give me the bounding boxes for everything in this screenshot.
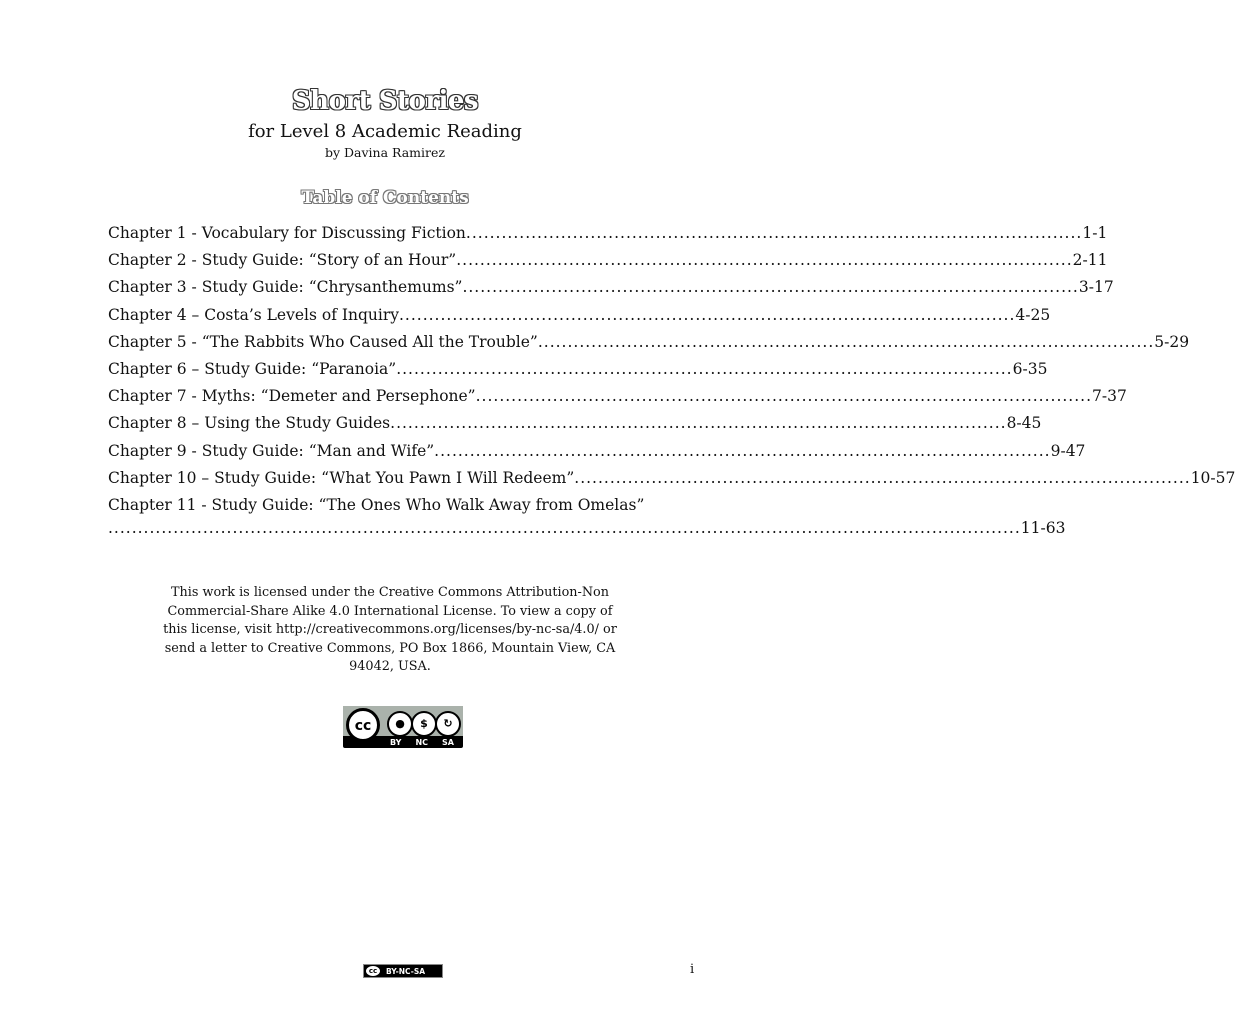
sharealike-icon: ↻ bbox=[435, 711, 461, 737]
toc-leader-dots: ........................................................................................................ bbox=[456, 251, 1073, 270]
toc-entry-page: 1-1 bbox=[1082, 224, 1108, 242]
noncommercial-icon: $ bbox=[411, 711, 437, 737]
toc-entry bbox=[108, 410, 1042, 437]
toc-leader-dots: ........................................................................................................ bbox=[399, 305, 1016, 324]
toc-entry bbox=[108, 247, 1108, 274]
badge-label-by: BY bbox=[390, 738, 402, 747]
toc-entry-page: 3-17 bbox=[1078, 278, 1114, 297]
toc-entry-title: Chapter 8 – Using the Study Guides bbox=[108, 414, 391, 433]
page-title: Short Stories bbox=[291, 86, 479, 116]
attribution-icon: ● bbox=[387, 711, 413, 737]
table-of-contents bbox=[108, 220, 1235, 538]
toc-entry-page: 11-63 bbox=[1020, 519, 1066, 538]
subtitle: for Level 8 Academic Reading bbox=[248, 121, 522, 142]
footer-cc-badge[interactable] bbox=[363, 964, 443, 978]
author-line: by Davina Ramirez bbox=[324, 145, 445, 160]
badge-label-nc: NC bbox=[415, 738, 429, 747]
toc-entry bbox=[108, 356, 1048, 383]
toc-entry-title: Chapter 1 - Vocabulary for Discussing Fiction bbox=[108, 224, 466, 242]
cc-icon: cc bbox=[346, 708, 380, 742]
toc-entry bbox=[108, 274, 1114, 301]
toc-entry bbox=[108, 329, 1190, 356]
cc-icon: cc bbox=[366, 966, 380, 976]
toc-entry-title: Chapter 7 - Myths: “Demeter and Persephone” bbox=[108, 387, 476, 406]
toc-leader-dots: ........................................................................................................ bbox=[390, 414, 1007, 433]
toc-leader-dots: ........................................................................................................ bbox=[434, 441, 1051, 460]
footer-badge-text: BY-NC-SA bbox=[386, 966, 426, 976]
toc-entry-page: 10-57 bbox=[1190, 468, 1235, 487]
toc-leader-dots: ........................................................................................................ bbox=[465, 224, 1083, 242]
toc-leader-dots: ........................................................................................................ bbox=[475, 387, 1093, 406]
toc-entry-title: Chapter 2 - Study Guide: “Story of an Hour” bbox=[108, 251, 457, 270]
toc-entry-title: Chapter 9 - Study Guide: “Man and Wife” bbox=[108, 441, 435, 460]
toc-entry-title: Chapter 11 - Study Guide: “The Ones Who Walk Away from Omelas” bbox=[108, 495, 645, 514]
toc-entry-title: Chapter 3 - Study Guide: “Chrysanthemums” bbox=[108, 278, 463, 297]
badge-label-sa: SA bbox=[442, 738, 454, 747]
toc-entry-page: 5-29 bbox=[1154, 332, 1190, 351]
toc-leader-dots: ........................................................................................................ bbox=[574, 468, 1191, 487]
toc-entry-page: 4-25 bbox=[1015, 305, 1051, 324]
toc-entry bbox=[108, 302, 1051, 329]
toc-entry-page: 8-45 bbox=[1006, 414, 1042, 433]
toc-entry bbox=[108, 220, 1108, 247]
toc-entry-page: 2-11 bbox=[1072, 251, 1108, 270]
toc-entry bbox=[108, 492, 1066, 538]
toc-entry bbox=[108, 465, 1235, 492]
license-text: This work is licensed under the Creative Commons Attribution-Non Commercial-Share Alike 4.0 International License. To view a copy of this license, visit http://creativecommons.org/licenses/by-nc-sa/4.0/ or send a letter to Creative Commons, PO Box 1866, Mountain View, CA 94042, USA. bbox=[163, 585, 617, 674]
toc-entry-title: Chapter 10 – Study Guide: “What You Pawn I Will Redeem” bbox=[108, 468, 575, 487]
toc-entry-title: Chapter 6 – Study Guide: “Paranoia” bbox=[108, 359, 397, 378]
toc-entry-page: 6-35 bbox=[1012, 359, 1048, 378]
toc-heading: Table of Contents bbox=[301, 188, 469, 208]
toc-entry-title: Chapter 5 - “The Rabbits Who Caused All the Trouble” bbox=[108, 332, 538, 351]
toc-entry bbox=[108, 383, 1127, 410]
toc-leader-dots: ........................................................................................................ bbox=[396, 359, 1013, 378]
toc-entry bbox=[108, 438, 1086, 465]
toc-entry-page: 7-37 bbox=[1092, 387, 1127, 406]
toc-leader-dots: ........................................................................................................ bbox=[462, 278, 1079, 297]
toc-leader-dots: ........................................................................................................ bbox=[537, 332, 1155, 351]
toc-leader-dots: .......................................................................................................................................................... bbox=[108, 519, 1021, 538]
page-number: i bbox=[690, 962, 695, 977]
toc-entry-page: 9-47 bbox=[1050, 441, 1086, 460]
cc-license-badge[interactable] bbox=[343, 706, 463, 748]
toc-entry-title: Chapter 4 – Costa’s Levels of Inquiry bbox=[108, 305, 399, 324]
